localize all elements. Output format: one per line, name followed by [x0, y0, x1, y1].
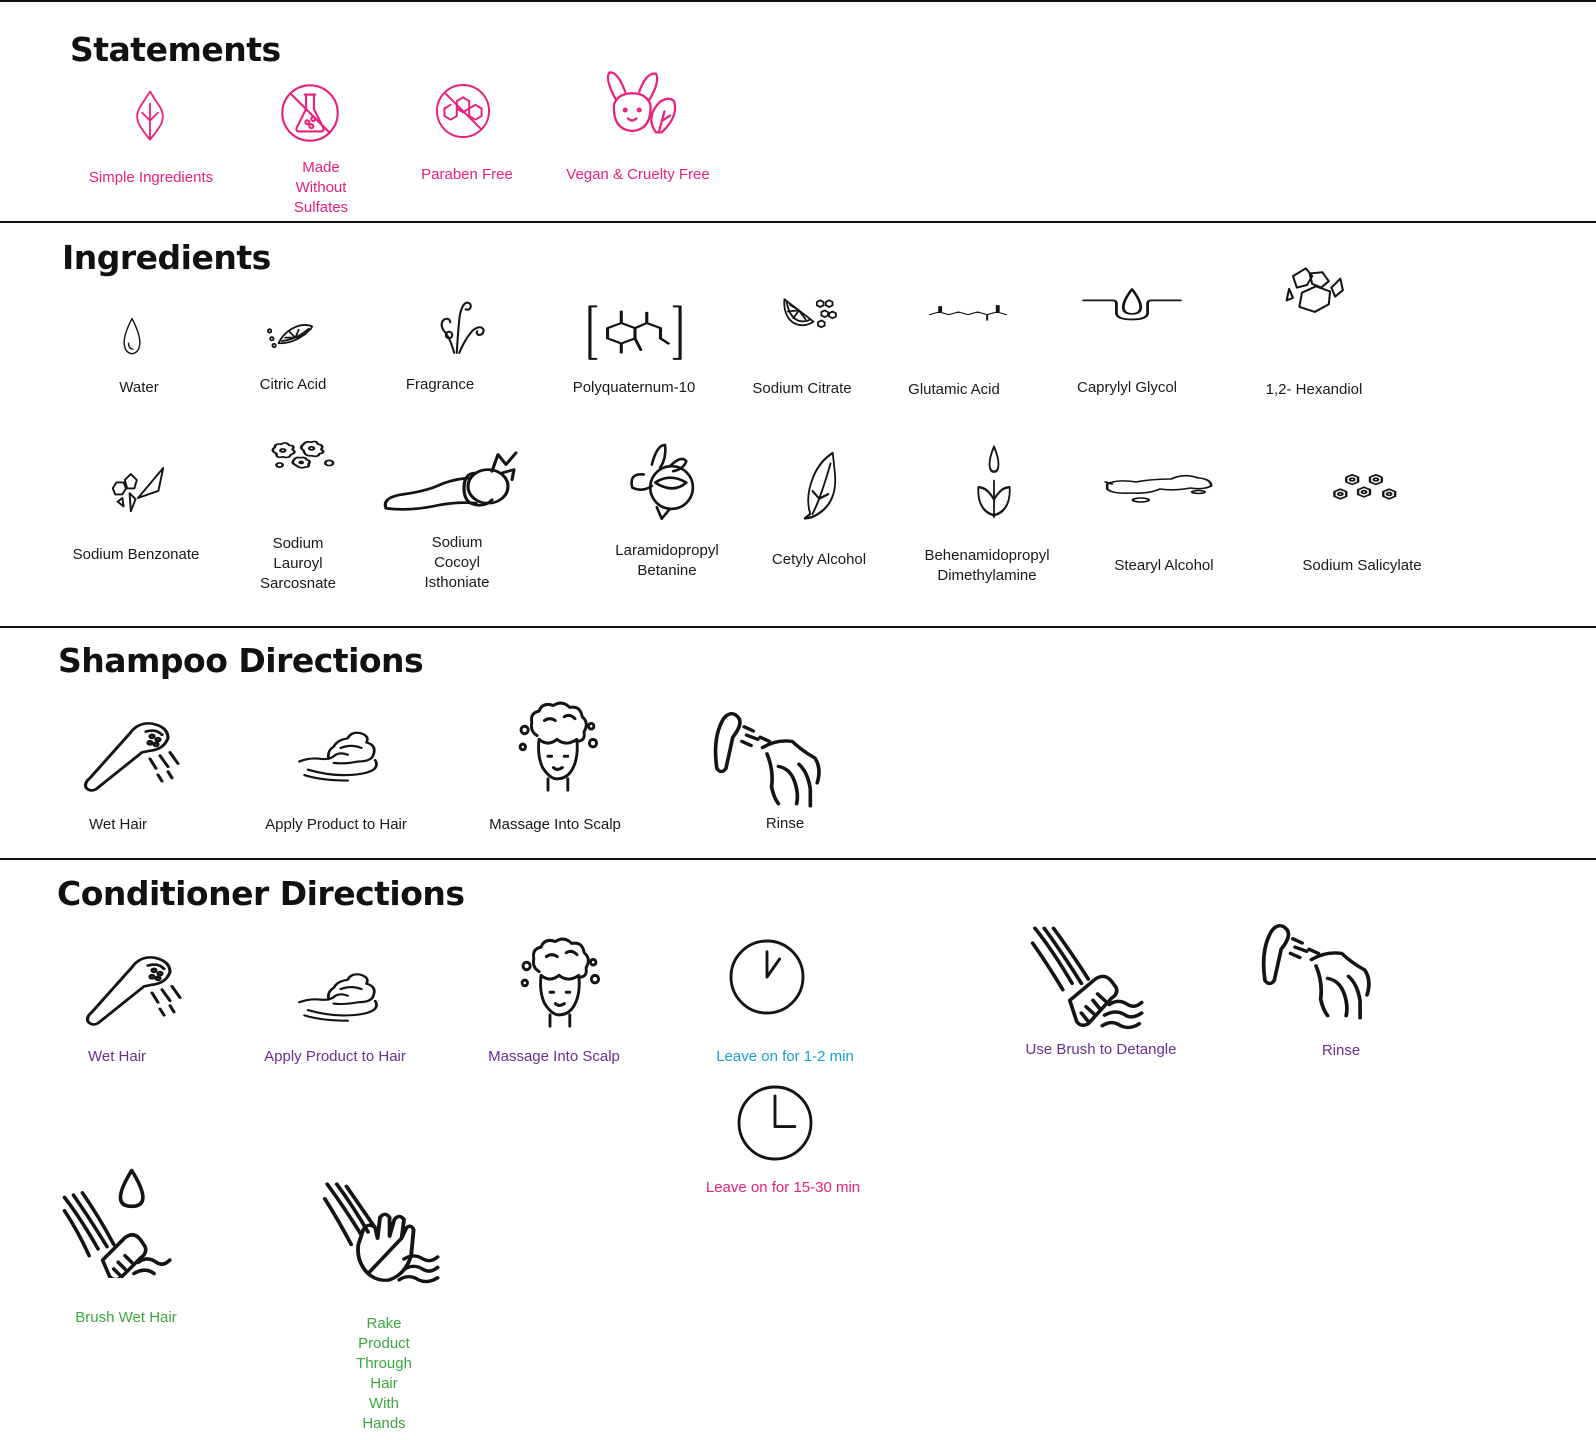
step-label: Brush Wet Hair: [75, 1309, 177, 1326]
hand-product-icon: [296, 960, 382, 1026]
citrus-crystals-icon: [768, 288, 850, 344]
brush-hair-icon: [1028, 924, 1144, 1030]
hand-product-icon: [296, 718, 382, 786]
hand-rake-icon: [320, 1180, 440, 1284]
statement-label: Paraben Free: [421, 166, 513, 183]
ingredient-label: 1,2- Hexandiol: [1265, 381, 1363, 398]
statement-label: Simple Ingredients: [88, 169, 214, 186]
step-label: Wet Hair: [87, 1048, 147, 1065]
step-label: Use Brush to Detangle: [1025, 1041, 1177, 1058]
crystal-rocks-icon: [1278, 262, 1354, 326]
droplet-line-icon: [1080, 278, 1184, 334]
step-label: Massage Into Scalp: [488, 1048, 620, 1065]
liquid-puddle-icon: [1104, 464, 1216, 514]
statement-label: Vegan & Cruelty Free: [566, 166, 710, 183]
foam-head-icon: [514, 934, 604, 1028]
ingredient-label: Cetyly Alcohol: [771, 551, 867, 568]
flask-crossed-icon: [277, 80, 343, 146]
step-label: Apply Product to Hair: [264, 1048, 406, 1065]
crystal-shards-icon: [104, 462, 172, 522]
ingredients-title: Ingredients: [62, 238, 271, 277]
ingredient-label: Sodium Citrate: [752, 380, 852, 397]
citrus-slice-icon: [248, 304, 336, 360]
molecule-icon: [920, 288, 1016, 334]
step-label: Apply Product to Hair: [265, 816, 407, 833]
rinse-hair-icon: [710, 706, 824, 810]
polymer-structure-icon: [586, 300, 684, 364]
coconut-pour-icon: [380, 436, 520, 520]
ingredient-label: Fragrance: [405, 376, 475, 393]
fragrance-swirl-icon: [422, 294, 494, 358]
shampoo-directions-title: Shampoo Directions: [58, 641, 424, 680]
ingredient-label: Sodium Cocoyl Isthoniate: [424, 534, 490, 591]
foam-flowers-icon: [262, 438, 342, 490]
brush-drop-icon: [60, 1166, 172, 1278]
clock-long-icon: [730, 1078, 820, 1168]
water-drop-icon: [110, 306, 154, 368]
conditioner-directions-title: Conditioner Directions: [57, 874, 465, 913]
shower-head-icon: [80, 714, 180, 794]
sprout-drop-icon: [966, 442, 1022, 520]
top-divider: [0, 0, 1596, 2]
rabbit-leaf-icon: [600, 68, 684, 138]
section-divider: [0, 858, 1596, 860]
step-label: Rinse: [1321, 1042, 1361, 1059]
shower-head-icon: [82, 948, 182, 1028]
ingredient-label: Behenamidopropyl Dimethylamine: [924, 547, 1050, 584]
step-label: Leave on for 15-30 min: [705, 1179, 861, 1196]
ingredient-label: Citric Acid: [259, 376, 327, 393]
leaf-icon: [122, 80, 178, 150]
statements-title: Statements: [70, 30, 281, 69]
hexagon-crossed-icon: [432, 80, 494, 142]
ingredient-label: Laramidopropyl Betanine: [615, 542, 719, 579]
hexagon-cluster-icon: [1330, 470, 1404, 518]
leaf-outline-icon: [798, 450, 854, 526]
ingredient-label: Sodium Salicylate: [1302, 557, 1422, 574]
ingredient-label: Water: [119, 379, 159, 396]
ingredient-label: Glutamic Acid: [908, 381, 1000, 398]
ingredient-label: Stearyl Alcohol: [1114, 557, 1214, 574]
ingredient-label: Caprylyl Glycol: [1076, 379, 1178, 396]
statement-label: Made Without Sulfates: [293, 159, 349, 216]
step-label: Rinse: [765, 815, 805, 832]
coconut-leaves-icon: [624, 436, 706, 526]
clock-short-icon: [722, 932, 812, 1022]
ingredient-label: Sodium Lauroyl Sarcosnate: [260, 535, 336, 592]
step-label: Leave on for 1-2 min: [716, 1048, 854, 1065]
section-divider: [0, 626, 1596, 628]
step-label: Rake Product Through Hair With Hands: [356, 1315, 412, 1432]
foam-head-icon: [512, 698, 602, 792]
ingredient-label: Sodium Benzonate: [72, 546, 200, 563]
section-divider: [0, 221, 1596, 223]
rinse-hair-icon: [1258, 918, 1374, 1022]
step-label: Wet Hair: [88, 816, 148, 833]
ingredient-label: Polyquaternum-10: [572, 379, 696, 396]
step-label: Massage Into Scalp: [489, 816, 621, 833]
